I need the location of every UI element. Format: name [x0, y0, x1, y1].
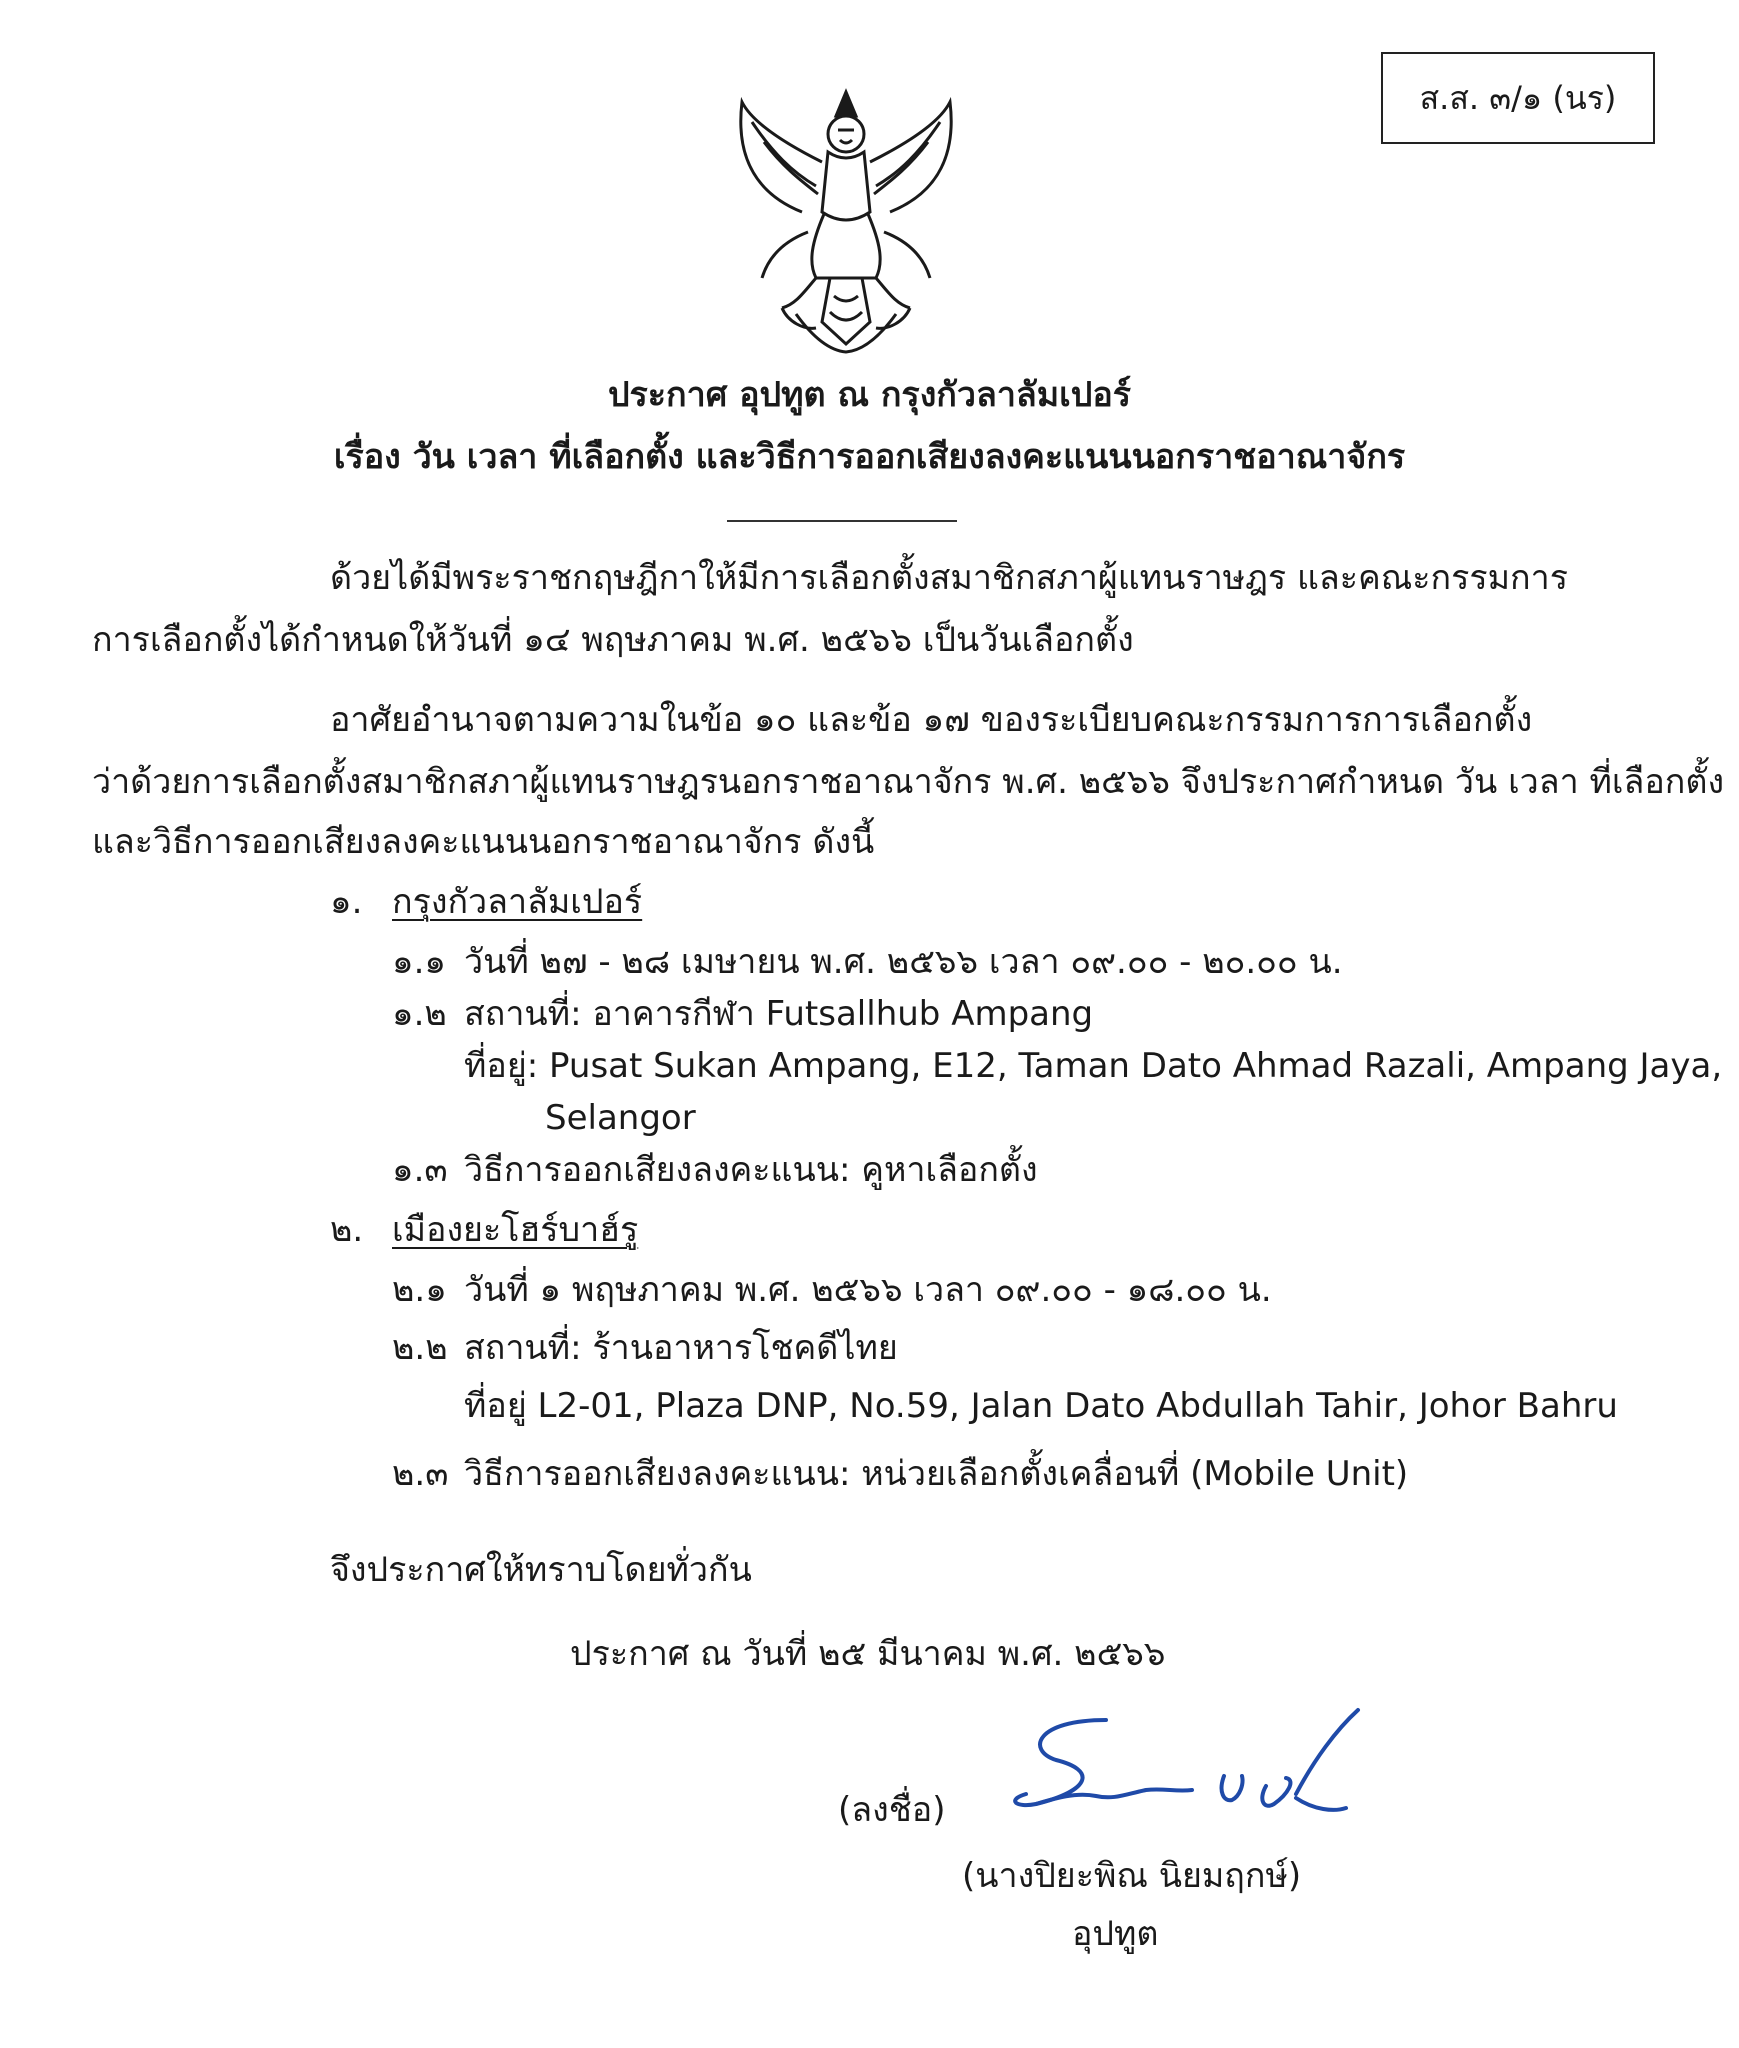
- para1-line-2: การเลือกตั้งได้กำหนดให้วันที่ ๑๔ พฤษภาคม พ.ศ. ๒๕๖๖ เป็นวันเลือกตั้ง: [92, 620, 1134, 660]
- item-2-2-address: ที่อยู่ L2-01, Plaza DNP, No.59, Jalan Dato Abdullah Tahir, Johor Bahru: [464, 1386, 1618, 1426]
- closing-statement: จึงประกาศให้ทราบโดยทั่วกัน: [330, 1550, 752, 1590]
- signed-label: (ลงชื่อ): [838, 1790, 946, 1830]
- section-1-number: ๑.: [330, 882, 363, 922]
- item-1-1-text: วันที่ ๒๗ - ๒๘ เมษายน พ.ศ. ๒๕๖๖ เวลา ๐๙.๐๐ - ๒๐.๐๐ น.: [464, 942, 1343, 982]
- item-1-3-text: วิธีการออกเสียงลงคะแนน: คูหาเลือกตั้ง: [464, 1150, 1038, 1190]
- para2-line-1: อาศัยอำนาจตามความในข้อ ๑๐ และข้อ ๑๗ ของระเบียบคณะกรรมการการเลือกตั้ง: [330, 700, 1533, 740]
- section-1-name: กรุงกัวลาลัมเปอร์: [392, 882, 643, 922]
- item-2-2-number: ๒.๒: [392, 1328, 448, 1368]
- item-1-3-number: ๑.๓: [392, 1150, 448, 1190]
- announcement-date: ประกาศ ณ วันที่ ๒๕ มีนาคม พ.ศ. ๒๕๖๖: [570, 1634, 1166, 1674]
- garuda-emblem-icon: [712, 82, 980, 360]
- handwritten-signature: [996, 1700, 1366, 1830]
- item-2-1-text: วันที่ ๑ พฤษภาคม พ.ศ. ๒๕๖๖ เวลา ๐๙.๐๐ - ๑๘.๐๐ น.: [464, 1270, 1272, 1310]
- item-2-3-number: ๒.๓: [392, 1454, 449, 1494]
- para2-line-3: และวิธีการออกเสียงลงคะแนนนอกราชอาณาจักร ดังนี้: [92, 822, 875, 862]
- form-code-box: [1381, 52, 1655, 144]
- item-1-2-number: ๑.๒: [392, 994, 447, 1034]
- item-1-2-text: สถานที่: อาคารกีฬา Futsallhub Ampang: [464, 994, 1094, 1034]
- item-1-2-address-cont: Selangor: [545, 1098, 696, 1138]
- section-2-number: ๒.: [330, 1210, 364, 1250]
- para1-line-1: ด้วยได้มีพระราชกฤษฎีกาให้มีการเลือกตั้งสมาชิกสภาผู้แทนราษฎร และคณะกรรมการ: [330, 558, 1568, 598]
- section-2-name: เมืองยะโฮร์บาฮ์รู: [392, 1210, 639, 1250]
- item-1-2-address: ที่อยู่: Pusat Sukan Ampang, E12, Taman Dato Ahmad Razali, Ampang Jaya,: [464, 1046, 1723, 1086]
- para2-line-2: ว่าด้วยการเลือกตั้งสมาชิกสภาผู้แทนราษฎรนอกราชอาณาจักร พ.ศ. ๒๕๖๖ จึงประกาศกำหนด วัน เวลา ที่เลือกตั้ง: [92, 762, 1725, 802]
- signatory-name: (นางปิยะพิณ นิยมฤกษ์): [962, 1856, 1302, 1896]
- signatory-title: อุปทูต: [1072, 1914, 1159, 1954]
- title-line-2: เรื่อง วัน เวลา ที่เลือกตั้ง และวิธีการออกเสียงลงคะแนนนอกราชอาณาจักร: [333, 437, 1406, 477]
- item-2-3-text: วิธีการออกเสียงลงคะแนน: หน่วยเลือกตั้งเคลื่อนที่ (Mobile Unit): [464, 1454, 1409, 1494]
- form-code: ส.ส. ๓/๑ (นร): [1419, 78, 1617, 117]
- title-line-1: ประกาศ อุปทูต ณ กรุงกัวลาลัมเปอร์: [607, 375, 1132, 415]
- item-2-2-text: สถานที่: ร้านอาหารโชคดีไทย: [464, 1328, 898, 1368]
- item-1-1-number: ๑.๑: [392, 942, 446, 982]
- title-divider: [727, 520, 957, 522]
- item-2-1-number: ๒.๑: [392, 1270, 447, 1310]
